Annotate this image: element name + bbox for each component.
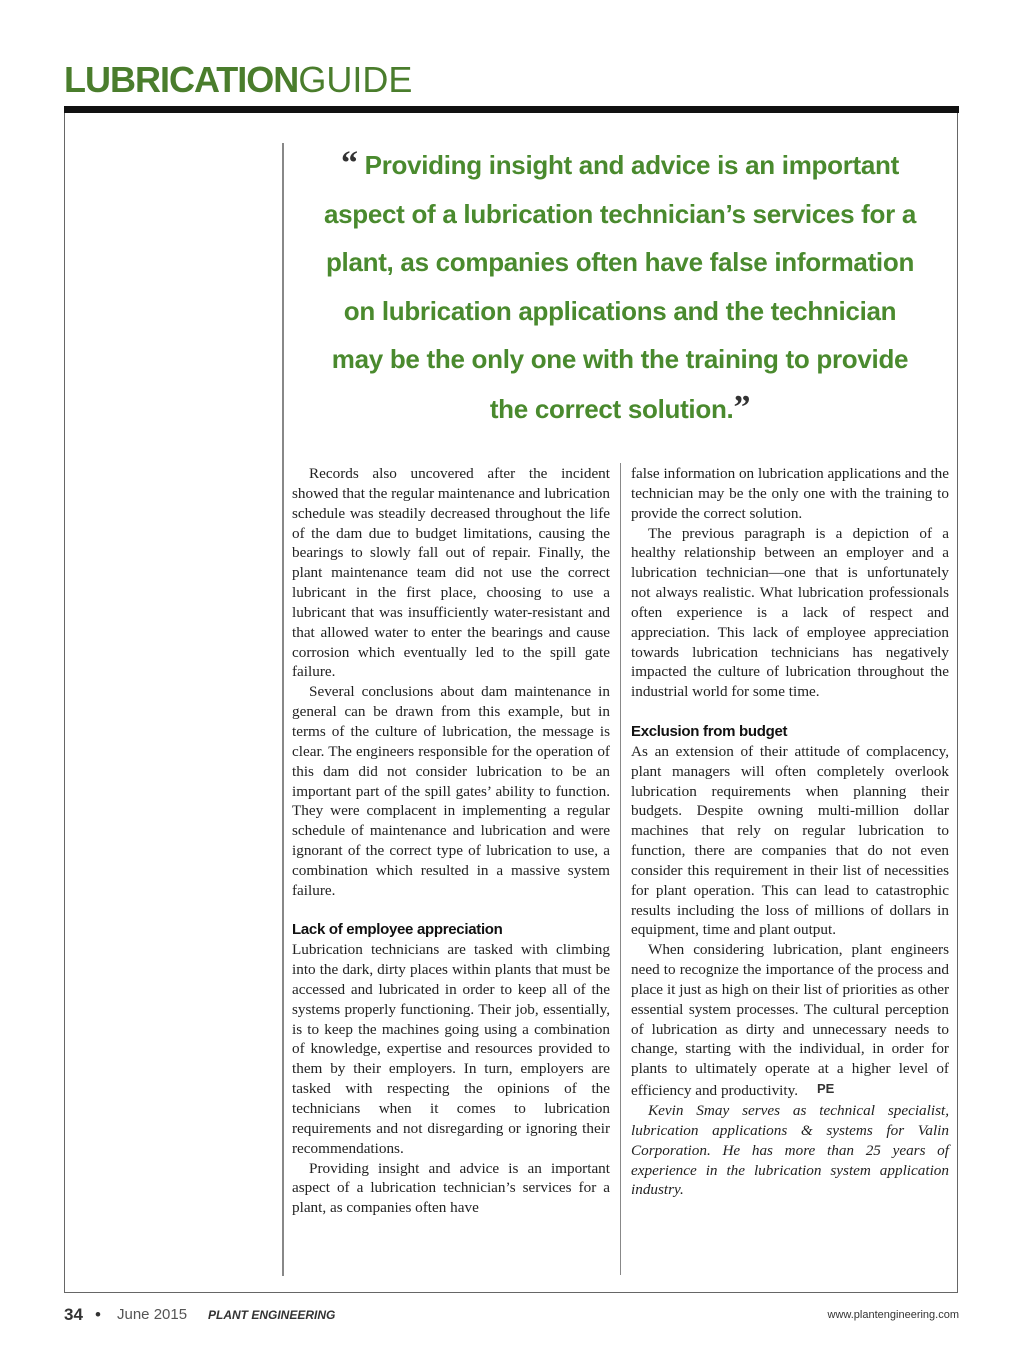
header-title-light: GUIDE <box>298 59 413 100</box>
subhead-employee-appreciation: Lack of employee appreciation <box>292 921 503 939</box>
issue-date: June 2015 <box>117 1306 188 1323</box>
left-column <box>292 464 610 1218</box>
body-paragraph: The previous paragraph is a depiction of a healthy relationship between an employer and a lubrication technician—one that is unfortunately not always realistic. What lubrication professionals often experience is a lack of respect and appreciation. This lack of employee appreciation towards lubrication technicians has negatively impacted the culture of lubrication throughout the industrial world for some time. <box>631 524 949 701</box>
pullquote-text: Providing insight and advice is an important aspect of a lubrication technician’s services for a plant, as companies often have false information on lubrication applications and the technician may be the only one with the training to provide the correct solution. <box>323 150 917 424</box>
body-paragraph: As an extension of their attitude of complacency, plant managers will often completely overlook lubrication requirements when planning their budgets. Despite owning multi-million dollar machines that rely on regular lubrication to function, there are companies that do not even consider this requirement in their list of necessities for plant operation. This can lead to catastrophic results including the loss of millions of dollars in equipment, time and plant output. <box>631 742 949 939</box>
pullquote-bar <box>282 143 284 1276</box>
final-paragraph-text: When considering lubrication, plant engineers need to recognize the importance of the process and place it just as high on their list of priorities as other essential system processes. The cultural perception of lubrication as dirty and unnecessary needs to change, starting with the individual, in order for plants to ultimately operate at a higher level of efficiency and productivity. <box>631 941 949 1100</box>
author-bio: Kevin Smay serves as technical specialist, lubrication applications & systems for Valin Corporation. He has more than 25 years of experience in the lubrication system application industry. <box>631 1102 949 1199</box>
end-mark-icon: PE <box>817 1081 835 1097</box>
right-column <box>631 464 949 1200</box>
body-paragraph: Lubrication technicians are tasked with climbing into the dark, dirty places within plants that must be accessed and lubricated in order to keep all of the systems properly functioning. Their job, essentially, is to keep the machines going using a combination of knowledge, expertise and resources provided to them by their employers. In turn, employers are tasked with respecting the opinions of the technicians when it comes to lubrication requirements and not disregarding or ignoring their recommendations. <box>292 941 610 1157</box>
publication-name: PLANT ENGINEERING <box>208 1308 336 1322</box>
page-number: 34 <box>64 1305 83 1324</box>
section-header <box>64 59 413 100</box>
footer-separator: • <box>95 1305 101 1324</box>
subhead-exclusion-budget: Exclusion from budget <box>631 722 788 740</box>
body-paragraph: false information on lubrication applications and the technician may be the only one with the training to provide the correct solution. <box>631 465 950 522</box>
close-quote-mark: ” <box>733 388 751 426</box>
body-paragraph: Providing insight and advice is an important aspect of a lubrication technician’s services for a plant, as companies often have <box>292 1159 610 1217</box>
header-title-bold: LUBRICATION <box>64 59 299 100</box>
column-divider <box>620 463 621 1275</box>
body-paragraph-final <box>631 940 949 1101</box>
website-url: www.plantengineering.com <box>827 1309 959 1321</box>
header-rule <box>64 106 959 113</box>
page-footer <box>64 1305 959 1329</box>
body-paragraph: Records also uncovered after the incident showed that the regular maintenance and lubrication schedule was steadily decreased throughout the life of the dam due to budget limitations, causing the bearings to slowly fall out of repair. Finally, the plant maintenance team did not use the correct lubricant in the first place, choosing to use a lubricant that was insufficiently water-resistant and that allowed water to enter the bearings and cause corrosion which eventually led to the spill gate failure. <box>292 465 610 681</box>
open-quote-mark: “ <box>341 145 358 182</box>
body-paragraph: Several conclusions about dam maintenance in general can be drawn from this example, but in terms of the culture of lubrication, the message is clear. The engineers responsible for the operation of this dam did not consider lubrication to be an important part of the spill gates’ ability to function. They were complacent in implementing a regular schedule of maintenance and lubrication and were ignorant of the correct type of lubrication to use, a combination which resulted in a massive system failure. <box>292 683 610 899</box>
pullquote <box>318 140 922 434</box>
